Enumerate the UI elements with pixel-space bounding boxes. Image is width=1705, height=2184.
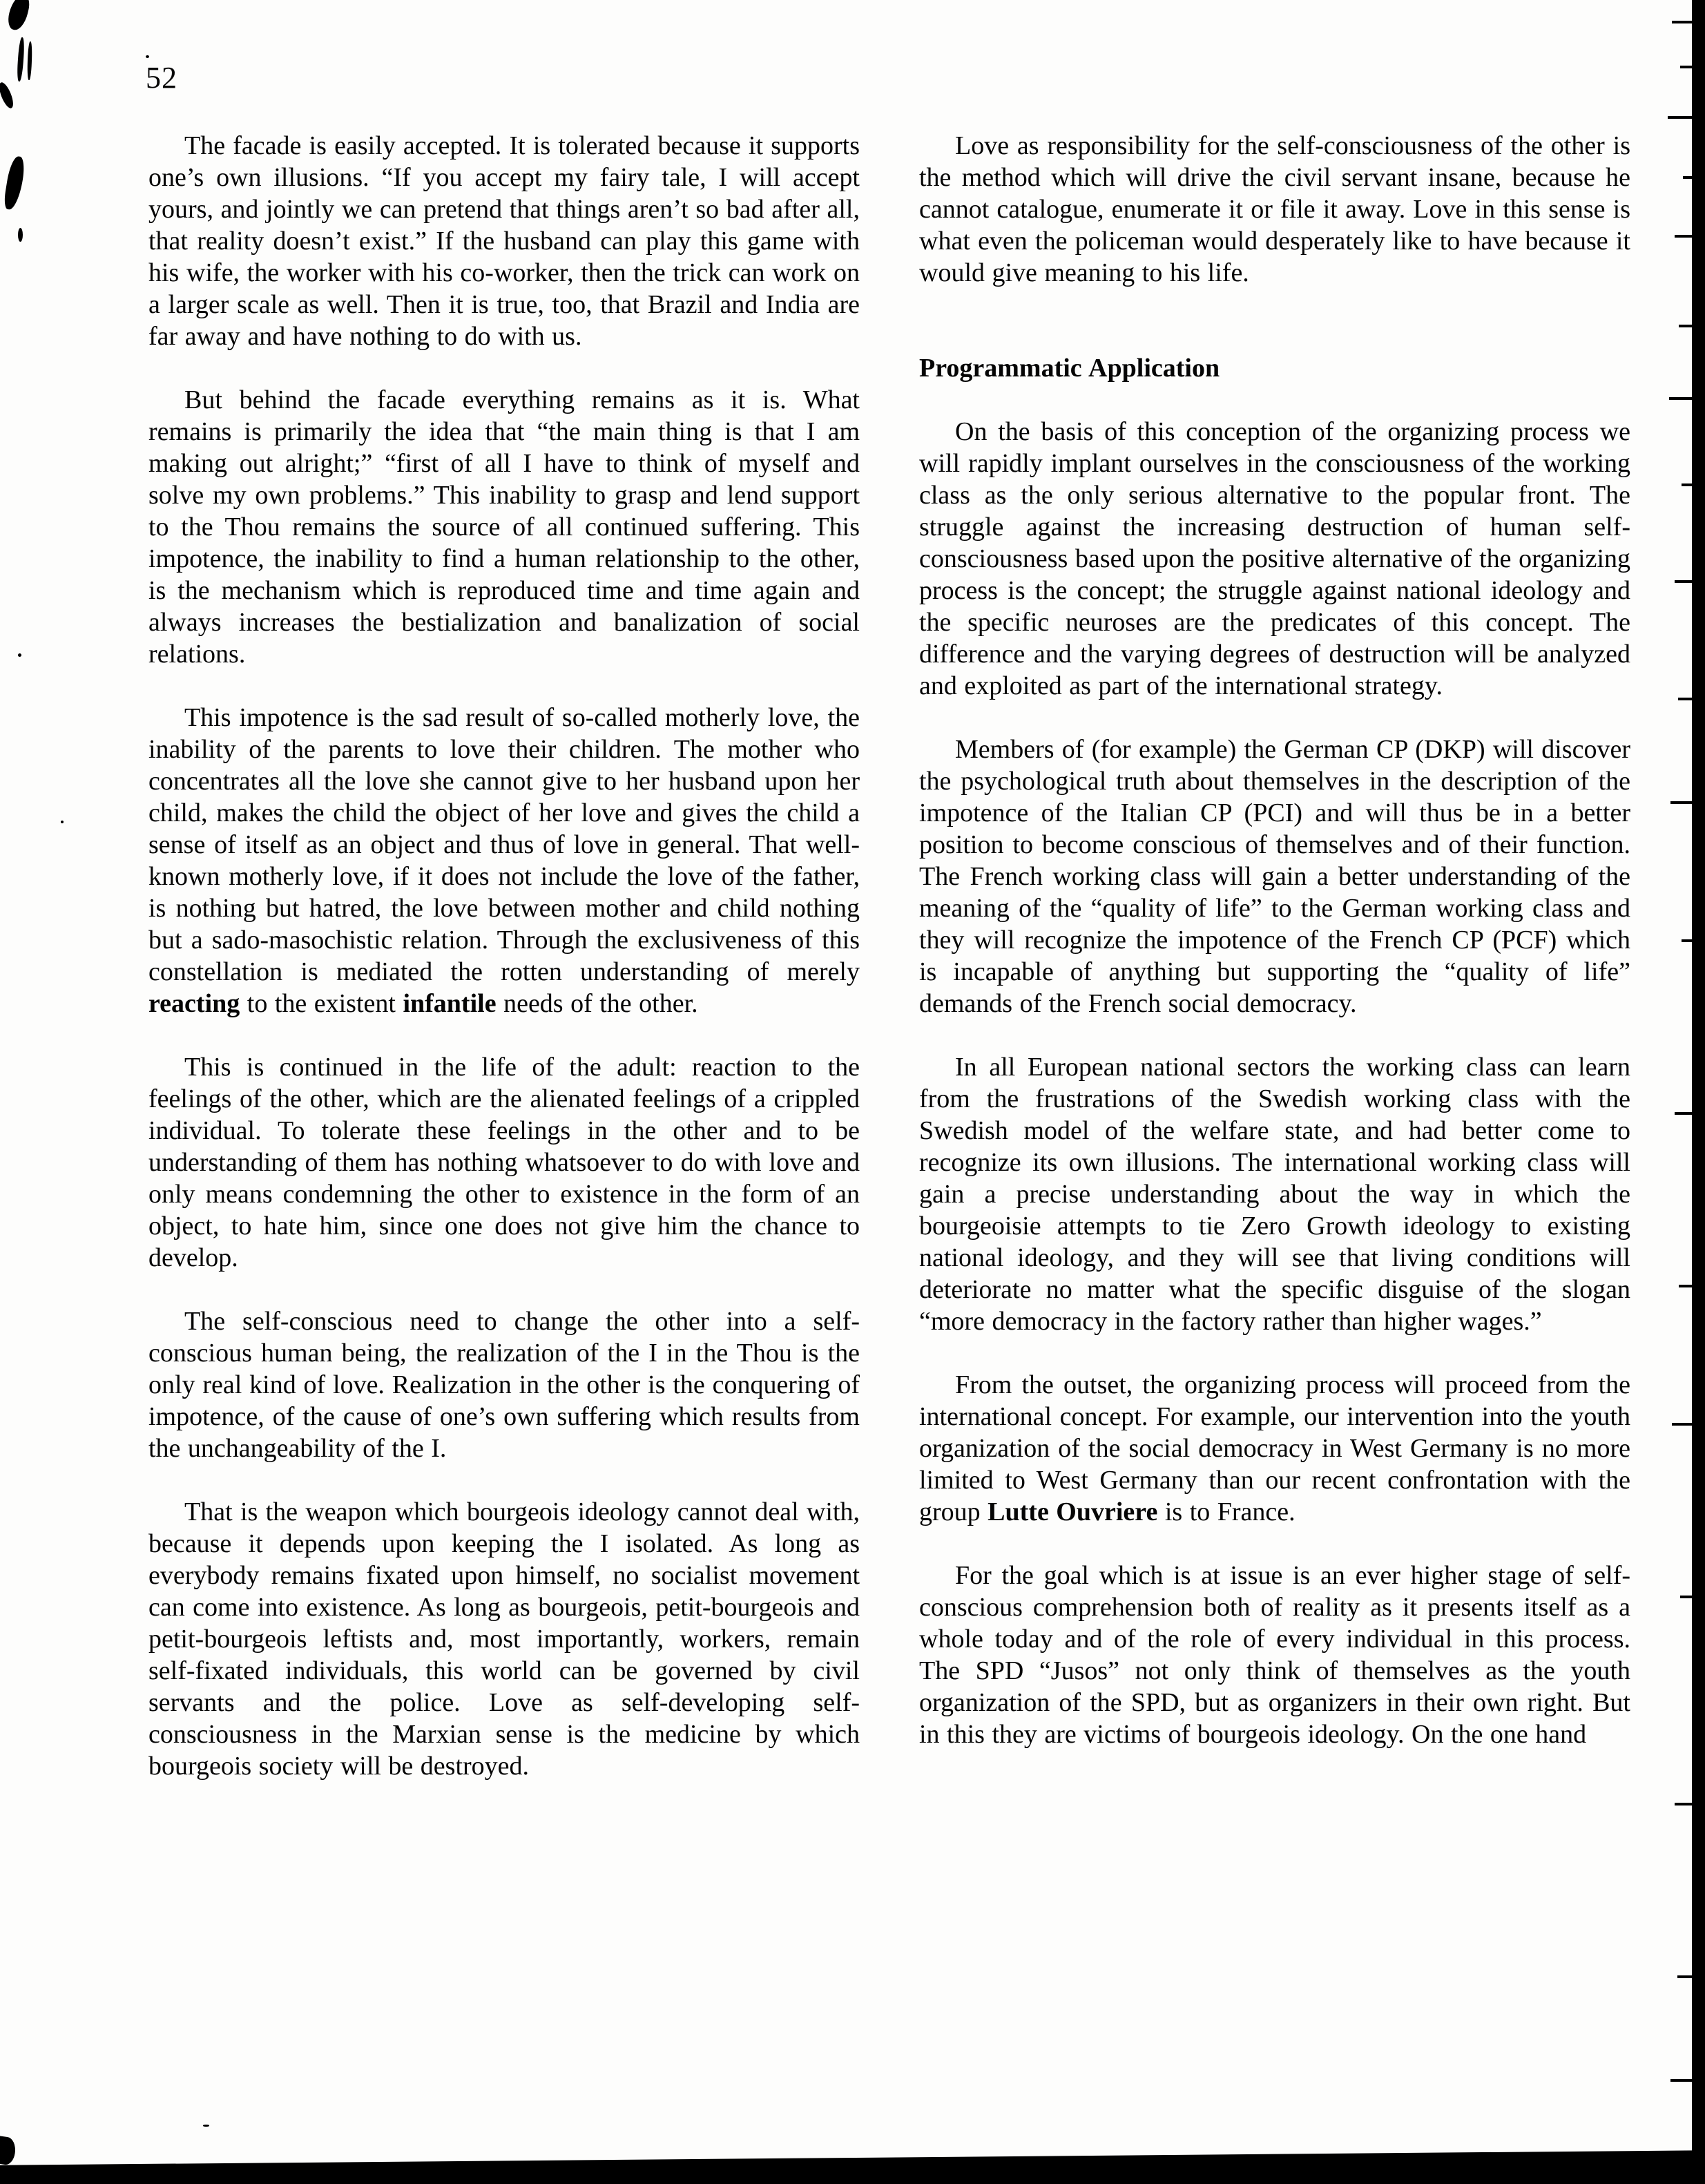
paragraph: That is the weapon which bourgeois ideology cannot deal with, because it depends upon keeping the I isolated. As long as everybody remains fixated upon himself, no socialist movement can come into existence. As long as bourgeois, petit-bourgeois and petit-bourgeois leftists and, most importantly, workers, remain self-fixated individuals, this world can be governed by civil servants and the police. Love as self-developing self-consciousness in the Marxian sense is the medicine by which bourgeois society will be destroyed. xyxy=(148,1497,860,1781)
paragraph: The facade is easily accepted. It is tolerated because it supports one’s own illusions. “If you accept my fairy tale, I will accept yours, and jointly we can pretend that things aren’t so bad after all, that reality doesn’t exist.” If the husband can play this game with his wife, the worker with his co-worker, then the trick can work on a larger scale as well. Then it is true, too, that Brazil and India are far away and have nothing to do with us. xyxy=(148,131,860,351)
scan-smudge xyxy=(0,81,16,110)
scan-smudge xyxy=(3,155,26,211)
section-heading: Programmatic Application xyxy=(919,354,1220,383)
scan-smudge xyxy=(6,0,32,32)
paragraph: This is continued in the life of the adult: reaction to the feelings of the other, which are the alienated feelings of a crippled individual. To tolerate these feelings in the other and to be understanding of them has nothing whatsoever to do with love and only means condemning the other to existence in the form of an object, to hate him, since one does not give him the chance to develop. xyxy=(148,1053,860,1272)
text-columns xyxy=(148,130,1630,1814)
paragraph: For the goal which is at issue is an ever higher stage of self-conscious comprehension both of reality as it presents itself as a whole today and of the role of every individual in this process. The SPD “Jusos” not only think of themselves as the youth organization of the SPD, but as organizers in their own right. But in this they are victims of bourgeois ideology. On the one hand xyxy=(919,1561,1630,1749)
paragraph: But behind the facade everything remains as it is. What remains is primarily the idea that “the main thing is that I am making out alright;” “first of all I have to think of myself and solve my own problems.” This inability to grasp and lend support to the Thou remains the source of all continued suffering. This impotence, the inability to find a human relationship to the other, is the mechanism which is reproduced time and time again and always increases the bestialization and banalization of social relations. xyxy=(148,385,860,669)
page-number: 52 xyxy=(146,61,177,95)
paragraph: Love as responsibility for the self-consciousness of the other is the method which will drive the civil servant insane, because he cannot catalogue, enumerate it or file it away. Love in this sense is what even the policeman would desperately like to have because it would give meaning to his life. xyxy=(919,131,1630,287)
scan-speck xyxy=(61,821,64,823)
right-column xyxy=(919,130,1630,1814)
paragraph: On the basis of this conception of the organizing process we will rapidly implant ourselves in the consciousness of the working class as the only serious alternative to the popular front. The struggle against the increasing destruction of human self-consciousness based upon the positive alternative of the organizing process is the concept; the struggle against national ideology and the specific neuroses are the predicates of this concept. The difference and the varying degrees of destruction will be analyzed and exploited as part of the international strategy. xyxy=(919,417,1630,700)
scan-smudge xyxy=(18,228,23,242)
scan-edge-band xyxy=(1692,0,1705,2184)
scan-smudge xyxy=(17,37,25,82)
scan-speck xyxy=(18,653,21,657)
paragraph: From the outset, the organizing process will proceed from the international concept. For example, our intervention into the youth organization of the social democracy in West Germany is no more limited to West Germany than our recent confrontation with the group Lutte Ouvriere is to France. xyxy=(919,1370,1630,1526)
left-column xyxy=(148,130,860,1814)
paragraph: This impotence is the sad result of so-called motherly love, the inability of the parents to love their children. The mother who concentrates all the love she cannot give to her husband upon her child, makes the child the object of her love and gives the child a sense of itself as an object and thus of love in general. That well-known motherly love, if it does not include the love of the father, is nothing but hatred, the love between mother and child nothing but a sado-masochistic relation. Through the exclusiveness of this constellation is mediated the rotten understanding of merely reacting to the existent infantile needs of the other. xyxy=(148,703,860,1018)
scan-speck xyxy=(203,2125,209,2127)
paragraph: Members of (for example) the German CP (DKP) will discover the psychological truth about themselves in the description of the impotence of the Italian CP (PCI) and will thus be in a better position to become conscious of themselves and of their function. The French working class will gain a better understanding of the meaning of the “quality of life” to the German working class and they will recognize the impotence of the French CP (PCF) which is incapable of anything but supporting the “quality of life” demands of the French social democracy. xyxy=(919,735,1630,1018)
scan-speck xyxy=(146,55,149,58)
paragraph: In all European national sectors the working class can learn from the frustrations of the Swedish working class with the Swedish model of the welfare state, and had better come to recognize its own illusions. The international working class will gain a precise understanding about the way in which the bourgeoisie attempts to tie Zero Growth ideology to existing national ideology, and they will see that living conditions will deteriorate no matter what the specific disguise of the slogan “more democracy in the factory rather than higher wages.” xyxy=(919,1053,1630,1336)
scan-smudge xyxy=(0,2136,17,2165)
scan-bottom-bar xyxy=(0,2150,1705,2184)
scan-smudge xyxy=(27,41,32,80)
paragraph: The self-conscious need to change the other into a self-conscious human being, the realization of the I in the Thou is the only real kind of love. Realization in the other is the conquering of impotence, of the cause of one’s own suffering which results from the unchangeability of the I. xyxy=(148,1307,860,1463)
